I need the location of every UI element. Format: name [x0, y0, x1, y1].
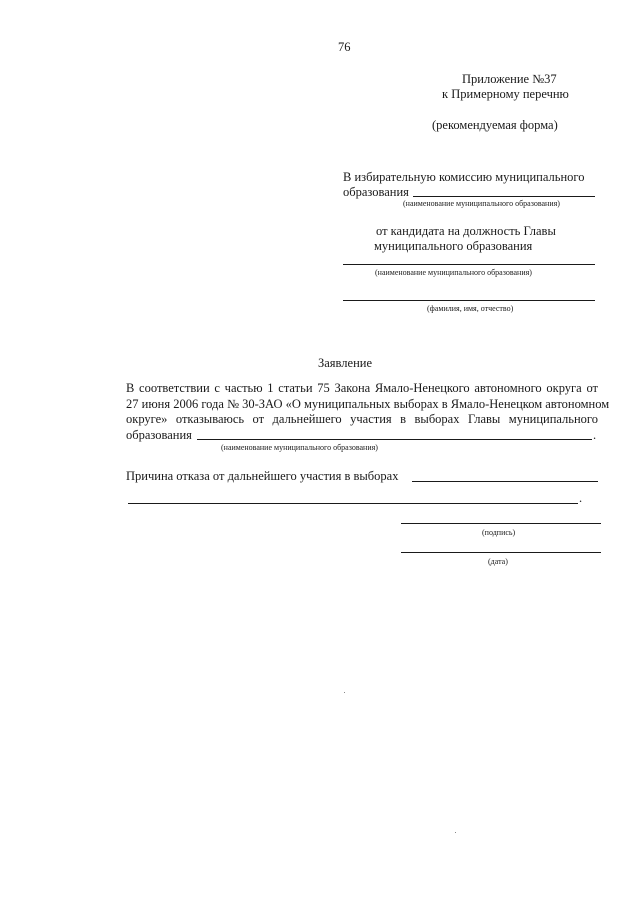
addressee-line-1: В избирательную комиссию муниципального — [343, 170, 585, 184]
addressee-line-2-label: образования — [343, 185, 409, 199]
signature-field[interactable] — [401, 523, 601, 524]
statement-line-4-label: образования — [126, 427, 192, 442]
from-candidate-line-1: от кандидата на должность Главы — [376, 224, 556, 238]
form-note: (рекомендуемая форма) — [432, 118, 558, 132]
appendix-reference: к Примерному перечню — [442, 87, 569, 101]
scan-speck — [344, 692, 345, 693]
appendix-label: Приложение №37 — [462, 72, 557, 86]
document-title: Заявление — [318, 356, 373, 370]
date-field[interactable] — [401, 552, 601, 553]
reason-label: Причина отказа от дальнейшего участия в выборах — [126, 469, 399, 483]
statement-municipality-field[interactable] — [197, 439, 592, 440]
reason-field-line-1[interactable] — [412, 481, 598, 482]
signature-caption: (подпись) — [482, 528, 516, 537]
statement-line-4-end: . — [593, 427, 597, 442]
municipality-name-field[interactable] — [413, 196, 595, 197]
candidate-name-caption: (фамилия, имя, отчество) — [427, 304, 514, 313]
statement-line-3: округе» отказываюсь от дальнейшего участия в выборах Главы муниципального — [126, 412, 598, 426]
municipality-caption: (наименование муниципального образования) — [403, 199, 560, 208]
statement-municipality-caption: (наименование муниципального образования) — [221, 443, 378, 452]
statement-line-1: В соответствии с частью 1 статьи 75 Закона Ямало-Ненецкого автономного округа от — [126, 381, 598, 395]
statement-line-2: 27 июня 2006 года № 30-ЗАО «О муниципальных выборах в Ямало-Ненецком автономном — [126, 396, 610, 411]
candidate-name-field[interactable] — [343, 300, 595, 301]
scan-speck — [455, 832, 456, 833]
reason-field-line-2[interactable] — [128, 503, 578, 504]
reason-line-2-end: . — [579, 491, 583, 505]
from-candidate-line-2: муниципального образования — [374, 239, 533, 253]
candidate-municipality-caption: (наименование муниципального образования) — [375, 268, 532, 277]
date-caption: (дата) — [488, 557, 508, 566]
statement-paragraph — [126, 381, 598, 397]
candidate-municipality-field[interactable] — [343, 264, 595, 265]
page-number: 76 — [338, 40, 351, 54]
